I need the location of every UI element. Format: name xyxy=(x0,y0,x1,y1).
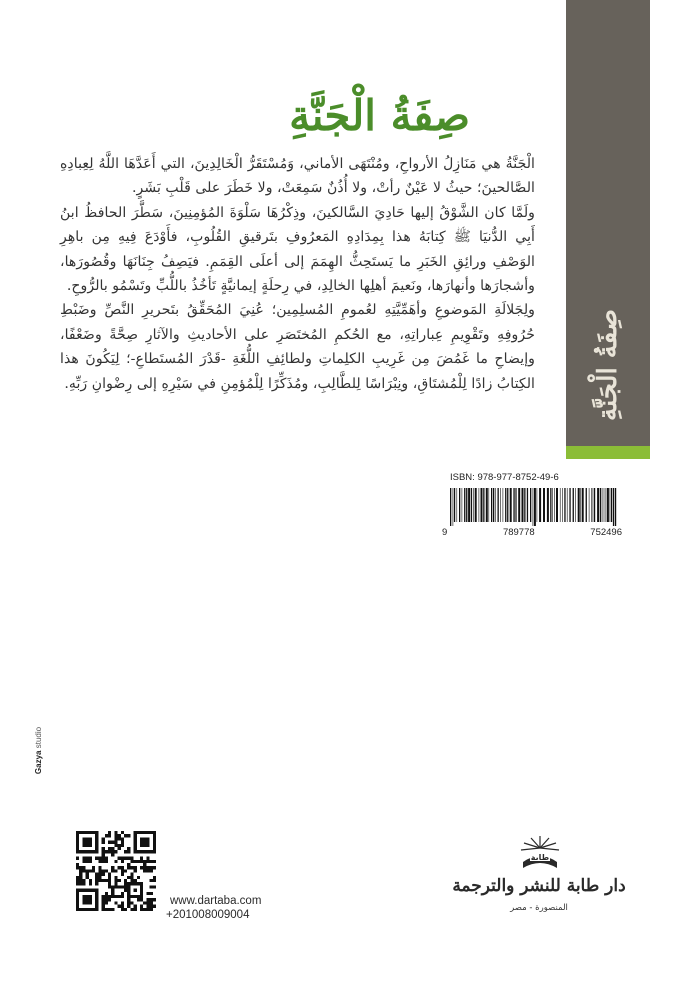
blurb-paragraph-3: ولِجَلالَةِ المَوضوعِ وأهَمِّيَّتِهِ لعُمومِ المُسلِمِين؛ عُنِيَ المُحَقِّقُ بتَحريرِ النَّصِّ وضَبْطِ حُرُوفِهِ وتَقْوِيمِ عِباراتِهِ، مع الحُكمِ المُختَصَرِ على الأحاديثِ والآثارِ صِحَّةً وضَعْفًا، وإيضاحِ ما غَمُضَ مِن غَرِيبِ الكلِماتِ ولطائِفِ اللُّغَةِ -قَدْرَ المُستَطاعِ-؛ لِيَكُونَ هذا الكِتابُ زادًا لِلْمُشتَاقِ، ونِبْرَاسًا لِلطَّالِبِ، ومُذَكِّرًا لِلْمُؤمِنِ في سَيْرِهِ إلى رِضْوانِ رَبِّهِ. xyxy=(60,302,535,392)
qr-code xyxy=(76,831,156,911)
studio-brand: Gazya xyxy=(34,750,44,774)
barcode-digit-prefix: 9 xyxy=(442,527,448,538)
studio-credit xyxy=(32,720,46,780)
publisher-city: المنصورة - مصر xyxy=(510,903,568,913)
phone-number: +201008009004 xyxy=(166,909,250,921)
book-title: صِفَةُ الْجَنَّةِ xyxy=(289,91,470,140)
blurb xyxy=(60,152,535,396)
blurb-paragraph-1: الْجَنَّةُ هي مَنَازِلُ الأرواحِ، ومُنْتَهَى الأماني، وَمُسْتَقَرُّ الْخَالِدِينَ، التي أَعَدَّهَا اللَّهُ لِعِبادِهِ الصَّالحينَ؛ حيثُ لا عَيْنٌ رأتْ، ولا أُذُنٌ سَمِعَتْ، ولا خَطَرَ على قَلْبِ بَشَرٍ. xyxy=(60,156,535,197)
spine-accent-bar xyxy=(566,446,650,459)
qr-code-graphic xyxy=(76,831,156,911)
studio-suffix: studio xyxy=(34,726,44,748)
barcode-digit-group-2: 752496 xyxy=(590,527,622,538)
spine-title-text: صِفَةُ الْجَنَّةِ xyxy=(593,309,623,421)
barcode xyxy=(448,488,618,526)
publisher-logo-icon xyxy=(518,832,562,876)
barcode-digit-group-1: 789778 xyxy=(502,527,535,538)
website-link[interactable]: www.dartaba.com xyxy=(170,895,262,907)
barcode-digits xyxy=(442,527,622,538)
spine-title xyxy=(566,300,650,430)
publisher-name: دار طابة للنشر والترجمة xyxy=(452,876,626,896)
blurb-paragraph-2: ولَمَّا كان الشَّوْقُ إليها حَادِيَ السَّالكينَ، وذِكْرُهَا سَلْوَةَ المُؤمِنِينَ، سَطَّرَ الحافظُ ابنُ أَبِي الدُّنيَا ﷺ كِتابَهُ هذا بِمِدَادِهِ المَعرُوفِ بتَرقيقِ القُلُوبِ، فأَوْدَعَ فِيهِ مِن باهِرِ الوَصْفِ ورائِقِ الخَبَرِ ما يَستَحِثُّ الهِمَمَ إلى أعلَى القِمَمِ. فيَصِفُ جِنَانَهَا وقُصُورَها، وأشجارَها وأنهارَها، ونَعيمَ أهلِها الخالِدِ، في رِحلَةٍ إيمانيَّةٍ تَأخُذُ باللُّبِّ وتَسْمُو بالرُّوحِ. xyxy=(60,204,535,295)
publisher-emblem-text: طابة xyxy=(530,853,550,862)
isbn-label: ISBN: 978-977-8752-49-6 xyxy=(450,472,559,483)
barcode-graphic xyxy=(448,488,618,526)
